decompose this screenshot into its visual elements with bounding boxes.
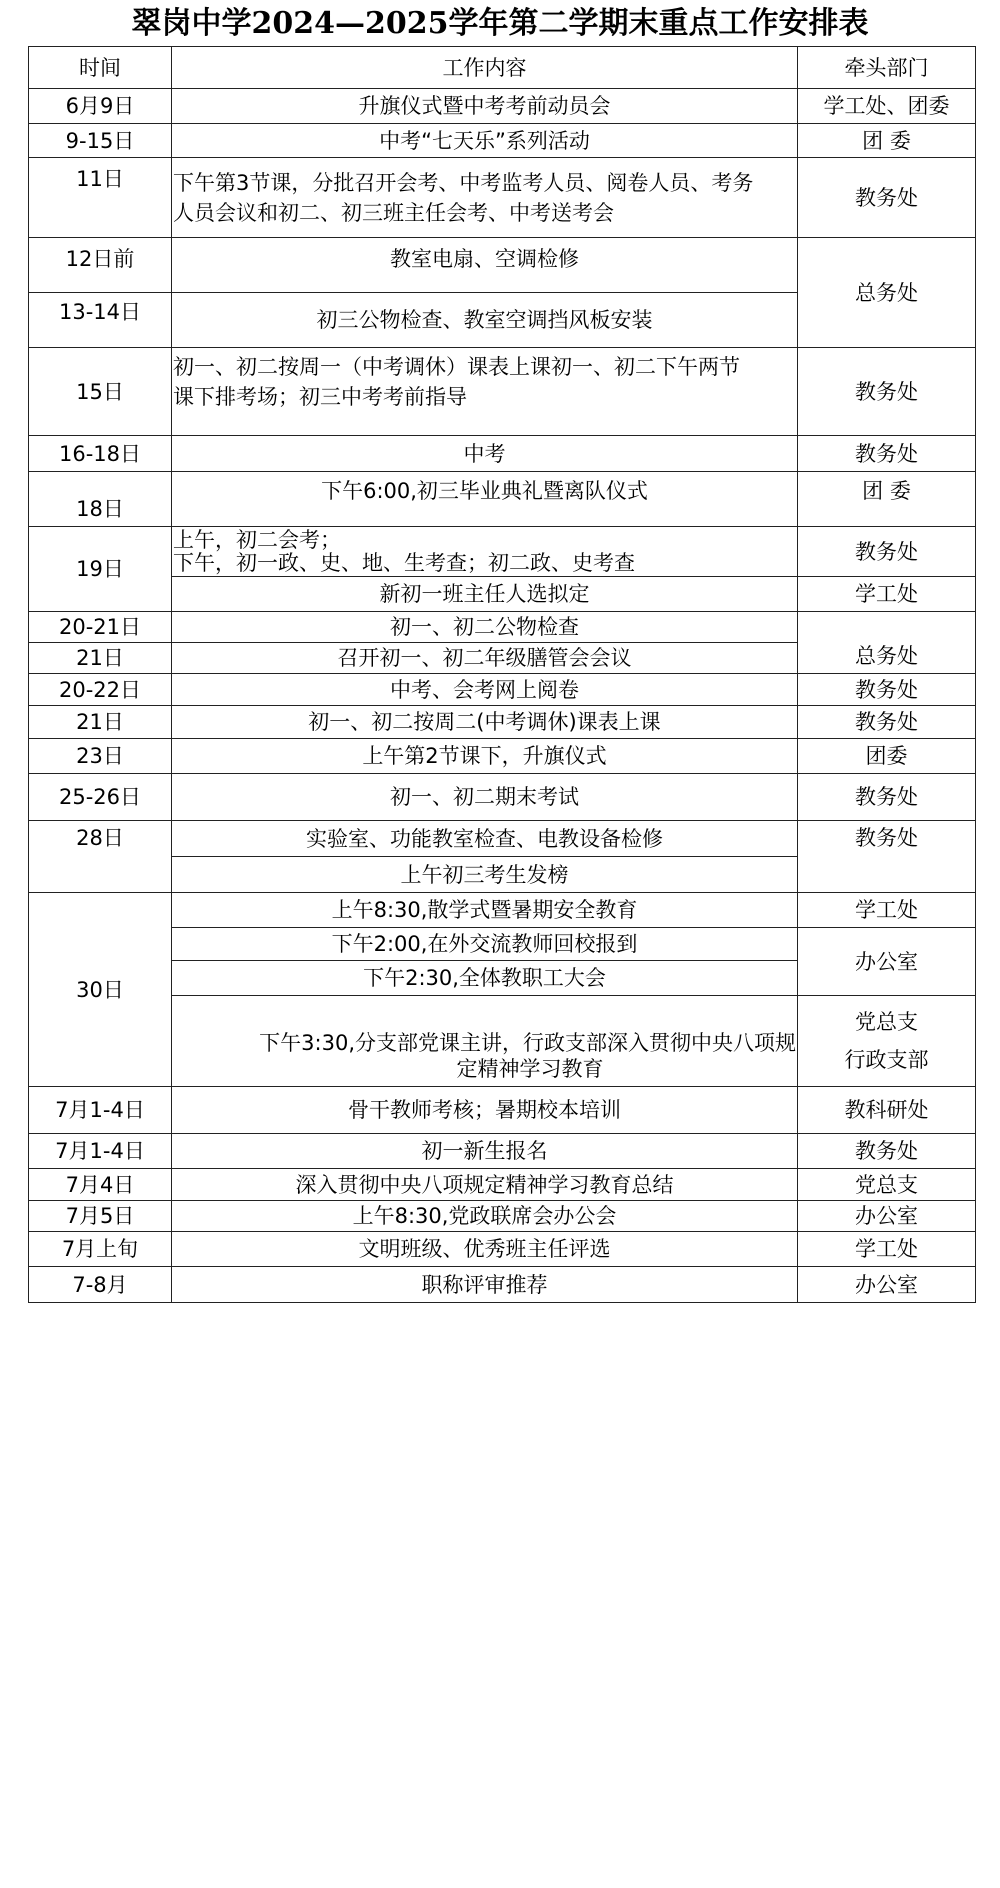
row-dept: 总务处 (798, 238, 976, 348)
row-content: 深入贯彻中央八项规定精神学习教育总结 (172, 1169, 798, 1201)
row-time: 7-8月 (29, 1267, 172, 1303)
row-dept: 教科研处 (798, 1087, 976, 1134)
row-content-line: 下午，初一政、史、地、生考查；初二政、史考查 (173, 550, 635, 575)
row-dept: 教务处 (798, 821, 976, 893)
header-time: 时间 (29, 47, 172, 89)
row-time: 21日 (29, 706, 172, 739)
row-time: 6月9日 (29, 89, 172, 124)
row-time: 7月1-4日 (29, 1134, 172, 1169)
table-row (29, 1134, 976, 1169)
row-content: 实验室、功能教室检查、电教设备检修 (172, 821, 798, 857)
row-time: 7月1-4日 (29, 1087, 172, 1134)
table-row (29, 1169, 976, 1201)
row-dept: 教务处 (798, 527, 976, 577)
row-content: 升旗仪式暨中考考前动员会 (172, 89, 798, 124)
row-content: 下午2:00,在外交流教师回校报到 (172, 928, 798, 961)
table-row (29, 1087, 976, 1134)
row-content: 初一、初二期末考试 (172, 774, 798, 821)
row-time: 21日 (29, 643, 172, 674)
row-dept: 学工处、团委 (798, 89, 976, 124)
row-content (172, 996, 798, 1087)
row-content: 上午8:30,散学式暨暑期安全教育 (172, 893, 798, 928)
document-title: 翠岗中学2024—2025学年第二学期末重点工作安排表 (131, 6, 869, 41)
row-time: 16-18日 (29, 436, 172, 472)
row-time: 7月5日 (29, 1201, 172, 1232)
row-dept: 教务处 (798, 674, 976, 706)
row-dept: 办公室 (798, 1267, 976, 1303)
table-header-row (29, 47, 976, 89)
row-time: 12日前 (29, 238, 172, 293)
table-row (29, 928, 976, 961)
row-time: 7月上旬 (29, 1232, 172, 1267)
row-content-line: 课下排考场；初三中考考前指导 (173, 385, 467, 409)
row-dept: 教务处 (798, 774, 976, 821)
row-time: 15日 (29, 348, 172, 436)
table-row (29, 774, 976, 821)
table-row (29, 436, 976, 472)
row-dept: 办公室 (798, 928, 976, 996)
row-time: 25-26日 (29, 774, 172, 821)
table-row (29, 89, 976, 124)
row-content: 召开初一、初二年级膳管会会议 (172, 643, 798, 674)
row-dept: 团 委 (798, 124, 976, 158)
row-time: 20-22日 (29, 674, 172, 706)
row-time: 18日 (29, 472, 172, 527)
row-dept: 教务处 (798, 1134, 976, 1169)
table-row (29, 996, 976, 1087)
row-time: 11日 (29, 158, 172, 238)
row-content: 文明班级、优秀班主任评选 (172, 1232, 798, 1267)
table-row (29, 238, 976, 293)
row-content-line: 下午第3节课，分批召开会考、中考监考人员、阅卷人员、考务 (173, 170, 754, 195)
row-content-line: 下午3:30,分支部党课主讲，行政支部深入贯彻中央八项规 (259, 1031, 796, 1055)
row-dept (798, 996, 976, 1087)
row-time: 13-14日 (29, 293, 172, 348)
header-content: 工作内容 (172, 47, 798, 89)
row-time: 19日 (29, 527, 172, 612)
table-row (29, 1267, 976, 1303)
row-dept: 学工处 (798, 577, 976, 612)
row-content: 初一、初二按周二(中考调休)课表上课 (172, 706, 798, 739)
row-dept: 教务处 (798, 348, 976, 436)
table-row (29, 527, 976, 577)
row-content: 中考“七天乐”系列活动 (172, 124, 798, 158)
row-content: 下午2:30,全体教职工大会 (172, 961, 798, 996)
row-dept: 教务处 (798, 158, 976, 238)
row-content: 骨干教师考核；暑期校本培训 (172, 1087, 798, 1134)
table-row (29, 612, 976, 643)
row-time: 20-21日 (29, 612, 172, 643)
row-content: 初一新生报名 (172, 1134, 798, 1169)
row-dept: 党总支 (798, 1169, 976, 1201)
row-content (172, 348, 798, 436)
row-content: 上午8:30,党政联席会办公会 (172, 1201, 798, 1232)
row-time: 9-15日 (29, 124, 172, 158)
row-content: 上午初三考生发榜 (172, 857, 798, 893)
row-dept: 团委 (798, 739, 976, 774)
row-time: 30日 (29, 893, 172, 1087)
row-content: 初三公物检查、教室空调挡风板安装 (172, 293, 798, 348)
table-row (29, 158, 976, 238)
dept-line: 党总支 (855, 1010, 918, 1034)
row-content: 中考、会考网上阅卷 (172, 674, 798, 706)
row-dept: 团 委 (798, 472, 976, 527)
table-row (29, 577, 976, 612)
row-dept: 办公室 (798, 1201, 976, 1232)
row-dept: 教务处 (798, 706, 976, 739)
row-content (172, 527, 798, 577)
table-row (29, 821, 976, 857)
table-row (29, 674, 976, 706)
table-row (29, 739, 976, 774)
table-row (29, 124, 976, 158)
table-row (29, 706, 976, 739)
row-time: 28日 (29, 821, 172, 893)
row-dept: 总务处 (798, 612, 976, 674)
table-row (29, 893, 976, 928)
row-content: 中考 (172, 436, 798, 472)
row-time: 23日 (29, 739, 172, 774)
schedule-table (28, 46, 976, 1303)
row-content: 初一、初二公物检查 (172, 612, 798, 643)
row-content: 下午6:00,初三毕业典礼暨离队仪式 (172, 472, 798, 527)
row-content-line: 人员会议和初二、初三班主任会考、中考送考会 (173, 200, 614, 225)
row-content-line: 上午，初二会考； (173, 527, 341, 552)
row-content: 上午第2节课下，升旗仪式 (172, 739, 798, 774)
table-row (29, 1232, 976, 1267)
row-content: 新初一班主任人选拟定 (172, 577, 798, 612)
row-content: 教室电扇、空调检修 (172, 238, 798, 293)
row-dept: 学工处 (798, 893, 976, 928)
row-content (172, 158, 798, 238)
table-row (29, 1201, 976, 1232)
table-row (29, 472, 976, 527)
row-content-line: 定精神学习教育 (456, 1057, 604, 1081)
row-dept: 学工处 (798, 1232, 976, 1267)
header-dept: 牵头部门 (798, 47, 976, 89)
row-content: 职称评审推荐 (172, 1267, 798, 1303)
table-row (29, 348, 976, 436)
dept-line: 行政支部 (844, 1048, 929, 1072)
row-content-line: 初一、初二按周一（中考调休）课表上课初一、初二下午两节 (173, 355, 740, 379)
row-dept: 教务处 (798, 436, 976, 472)
row-time: 7月4日 (29, 1169, 172, 1201)
